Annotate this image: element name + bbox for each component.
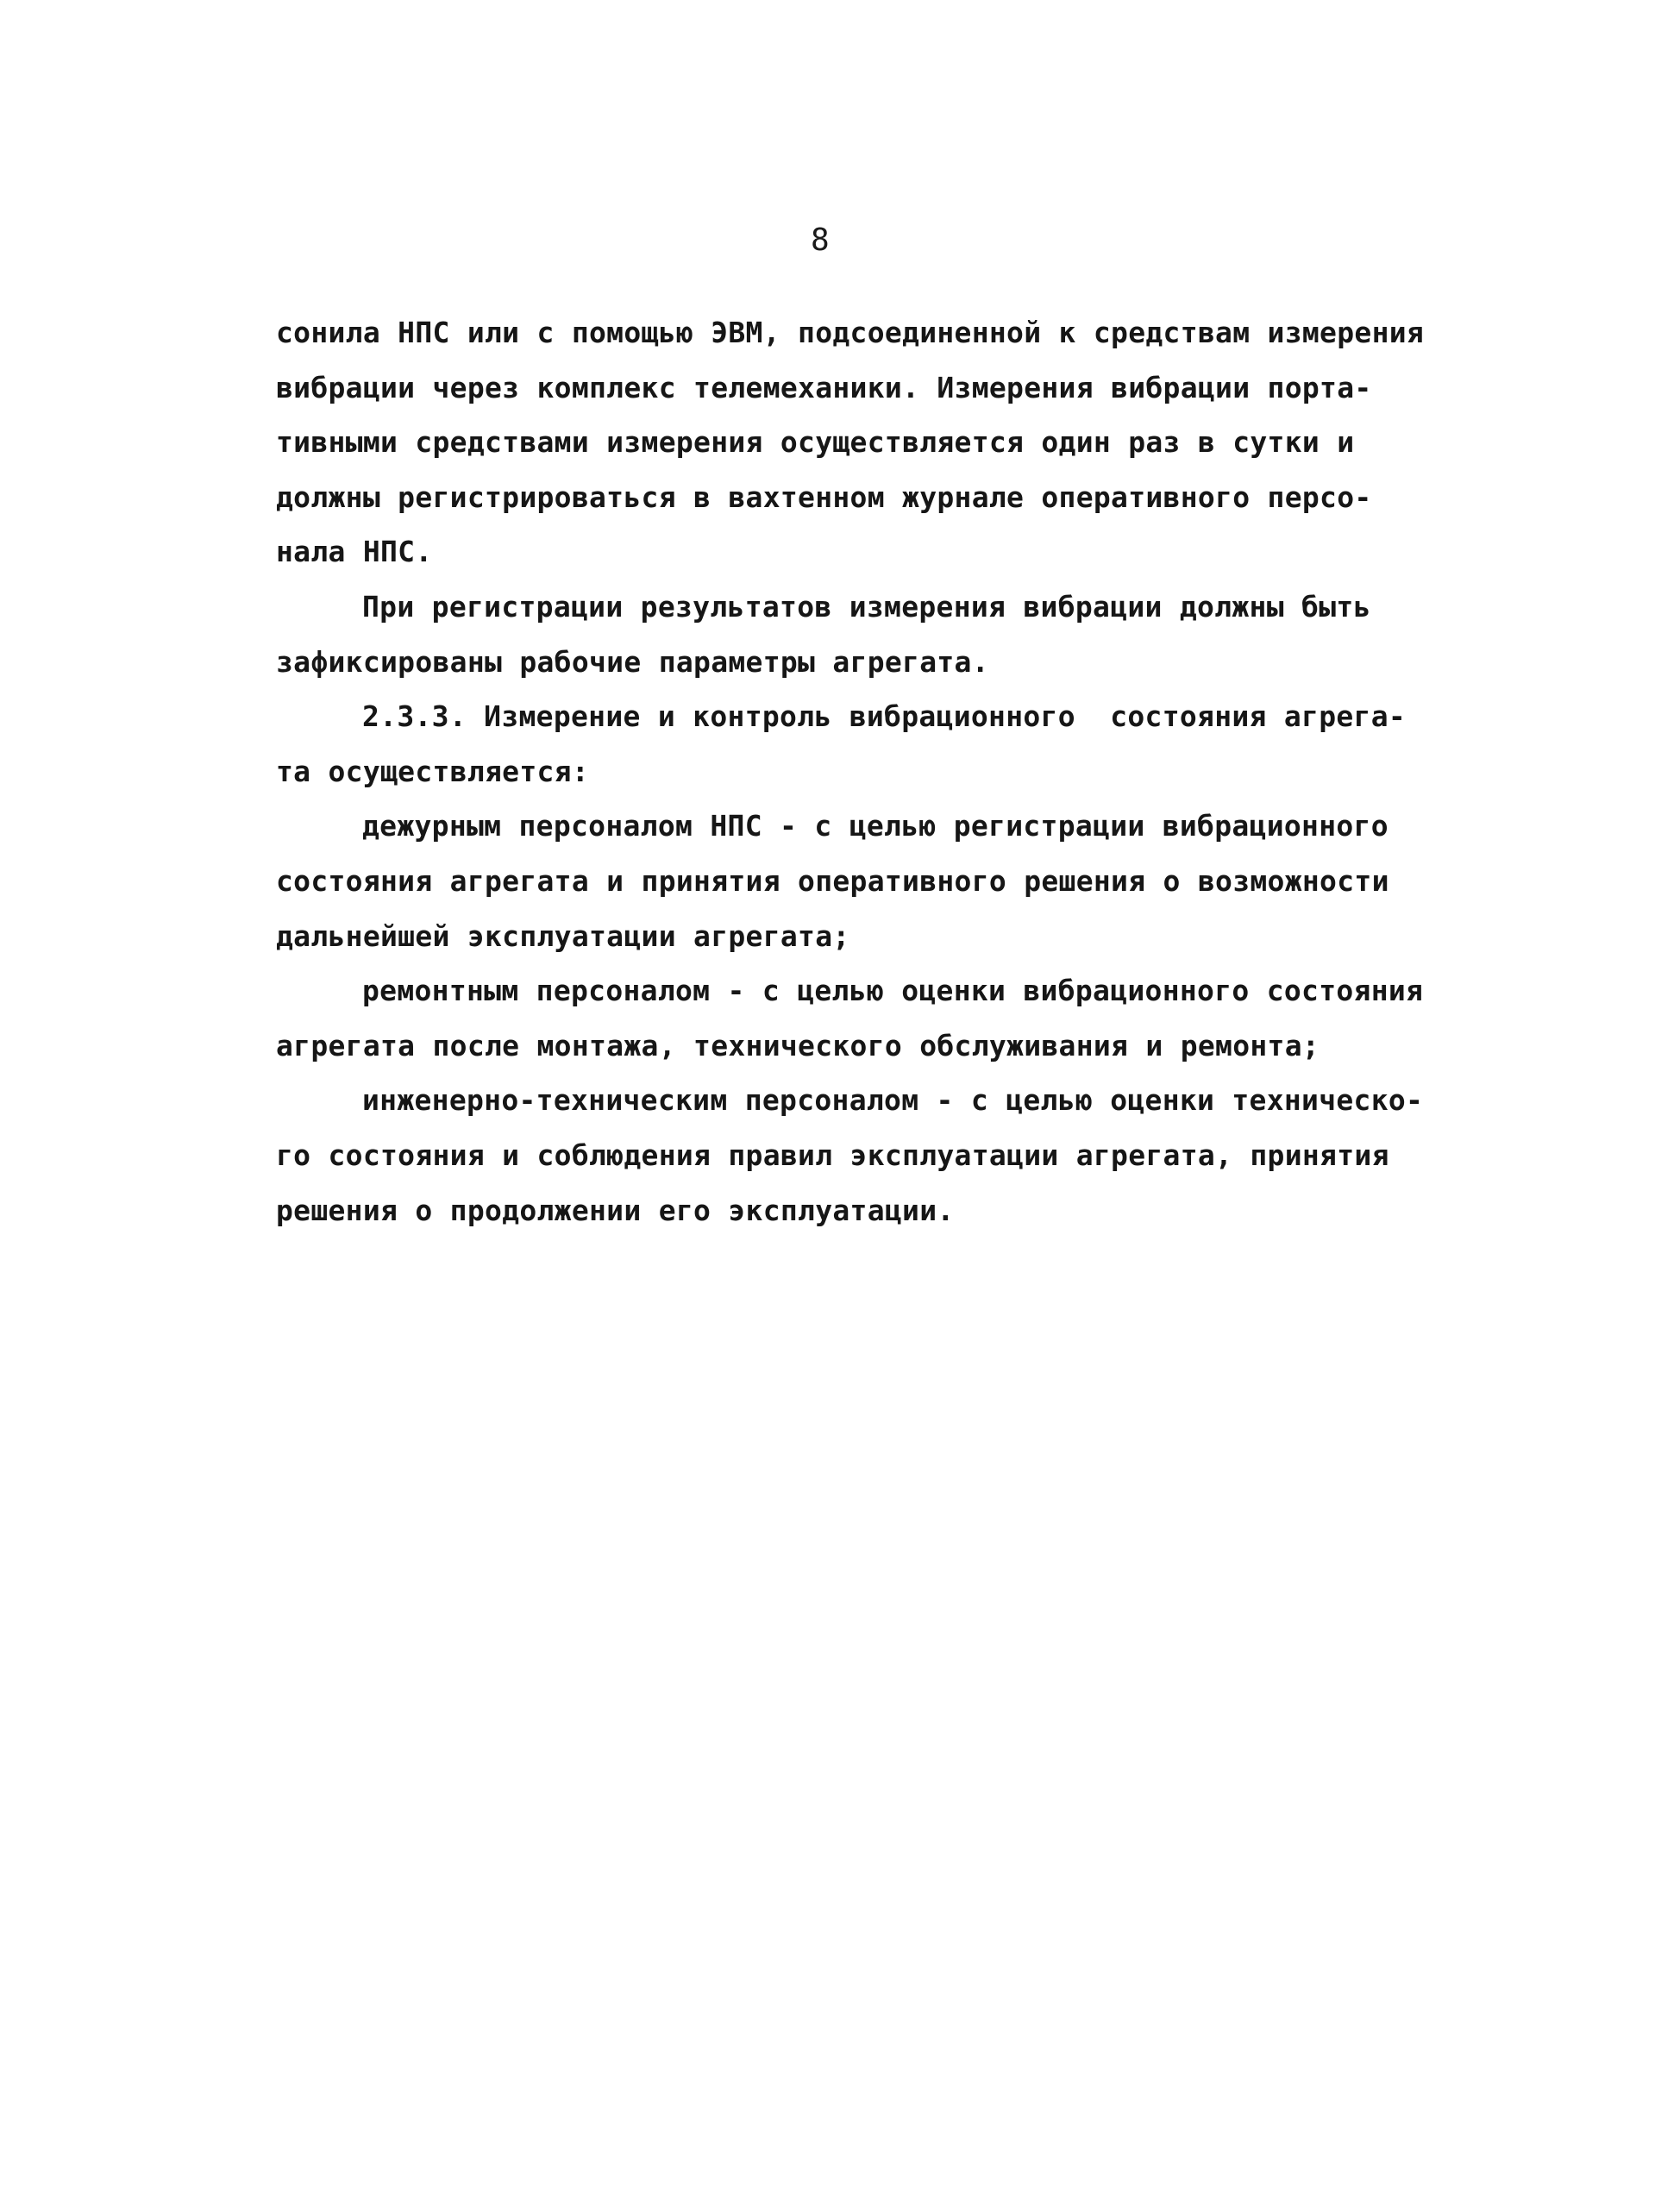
text-line: зафиксированы рабочие параметры агрегата.	[276, 644, 989, 679]
list-item-first-line: дежурным персоналом НПС - с целью регистрации вибрационного	[362, 809, 1389, 843]
page-number: 8	[811, 223, 830, 258]
text-line: сонила НПС или с помощью ЭВМ, подсоединенной к средствам измерения	[276, 316, 1425, 349]
list-item-first-line: инженерно-техническим персоналом - с целью оценки техническо-	[362, 1083, 1424, 1118]
list-item-first-line: ремонтным персоналом - с целью оценки вибрационного состояния	[362, 974, 1424, 1008]
section-heading-line: 2.3.3. Измерение и контроль вибрационного состояния агрега-	[362, 699, 1407, 734]
text-line: нала НПС.	[276, 535, 433, 569]
text-line: дальнейшей эксплуатации агрегата;	[276, 918, 850, 953]
text-line: должны регистрироваться в вахтенном журнале оперативного персо-	[276, 479, 1372, 514]
text-line: агрегата после монтажа, технического обслуживания и ремонта;	[276, 1028, 1320, 1062]
text-line: та осуществляется:	[276, 754, 590, 788]
text-line: го состояния и соблюдения правил эксплуатации агрегата, принятия	[276, 1138, 1389, 1172]
text-line: решения о продолжении его эксплуатации.	[276, 1193, 955, 1227]
text-line: вибрации через комплекс телемеханики. Измерения вибрации порта-	[276, 370, 1372, 404]
body-text	[276, 305, 1423, 1238]
paragraph-first-line: При регистрации результатов измерения вибрации должны быть	[362, 589, 1371, 624]
text-line: тивными средствами измерения осуществляется один раз в сутки и	[276, 425, 1355, 460]
text-line: состояния агрегата и принятия оперативного решения о возможности	[276, 863, 1389, 898]
